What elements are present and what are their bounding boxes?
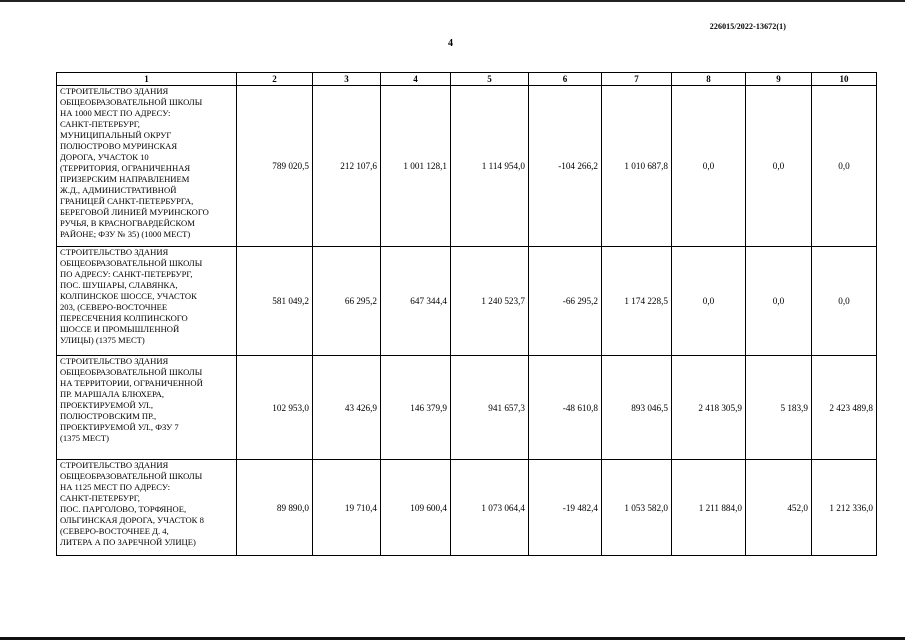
value-cell-col2: 102 953,0	[237, 356, 313, 460]
value-cell-col4: 146 379,9	[381, 356, 451, 460]
page-number: 4	[448, 38, 453, 49]
value-cell-col6: -66 295,2	[529, 247, 602, 356]
value-cell-col7: 893 046,5	[602, 356, 672, 460]
value-cell-col7: 1 010 687,8	[602, 86, 672, 247]
value-cell-col6: -104 266,2	[529, 86, 602, 247]
value-cell-col10: 0,0	[812, 86, 877, 247]
column-header-9: 9	[746, 73, 812, 86]
value-cell-col2: 581 049,2	[237, 247, 313, 356]
value-cell-col3: 212 107,6	[313, 86, 381, 247]
value-cell-col2: 89 890,0	[237, 460, 313, 556]
column-header-8: 8	[672, 73, 746, 86]
project-name-cell: СТРОИТЕЛЬСТВО ЗДАНИЯ ОБЩЕОБРАЗОВАТЕЛЬНОЙ ШКОЛЫ НА 1125 МЕСТ ПО АДРЕСУ: САНКТ-ПЕТЕРБУРГ, ПОС. ПАРГОЛОВО, ТОРФЯНОЕ, ОЛЬГИНСКАЯ ДОРОГА, УЧАСТОК 8 (СЕВЕРО-ВОСТОЧНЕЕ Д. 4, ЛИТЕРА А ПО ЗАРЕЧНОЙ УЛИЦЕ)	[57, 460, 237, 556]
value-cell-col7: 1 174 228,5	[602, 247, 672, 356]
value-cell-col10: 1 212 336,0	[812, 460, 877, 556]
header-row	[57, 73, 877, 86]
value-cell-col8: 0,0	[672, 247, 746, 356]
top-border-line	[0, 0, 905, 2]
project-name-cell: СТРОИТЕЛЬСТВО ЗДАНИЯ ОБЩЕОБРАЗОВАТЕЛЬНОЙ ШКОЛЫ НА ТЕРРИТОРИИ, ОГРАНИЧЕННОЙ ПР. МАРШАЛА БЛЮХЕРА, ПРОЕКТИРУЕМОЙ УЛ., ПОЛЮСТРОВСКИМ ПР., ПРОЕКТИРУЕМОЙ УЛ., ФЗУ 7 (1375 МЕСТ)	[57, 356, 237, 460]
value-cell-col2: 789 020,5	[237, 86, 313, 247]
table-row	[57, 86, 877, 247]
value-cell-col3: 66 295,2	[313, 247, 381, 356]
value-cell-col8: 1 211 884,0	[672, 460, 746, 556]
value-cell-col9: 452,0	[746, 460, 812, 556]
budget-table	[56, 72, 877, 556]
column-header-5: 5	[451, 73, 529, 86]
value-cell-col8: 2 418 305,9	[672, 356, 746, 460]
value-cell-col7: 1 053 582,0	[602, 460, 672, 556]
value-cell-col4: 109 600,4	[381, 460, 451, 556]
value-cell-col8: 0,0	[672, 86, 746, 247]
value-cell-col4: 647 344,4	[381, 247, 451, 356]
value-cell-col10: 2 423 489,8	[812, 356, 877, 460]
value-cell-col5: 1 073 064,4	[451, 460, 529, 556]
project-name-cell: СТРОИТЕЛЬСТВО ЗДАНИЯ ОБЩЕОБРАЗОВАТЕЛЬНОЙ ШКОЛЫ ПО АДРЕСУ: САНКТ-ПЕТЕРБУРГ, ПОС. ШУШАРЫ, СЛАВЯНКА, КОЛПИНСКОЕ ШОССЕ, УЧАСТОК 203, (СЕВЕРО-ВОСТОЧНЕЕ ПЕРЕСЕЧЕНИЯ КОЛПИНСКОГО ШОССЕ И ПРОМЫШЛЕННОЙ УЛИЦЫ) (1375 МЕСТ)	[57, 247, 237, 356]
column-header-3: 3	[313, 73, 381, 86]
value-cell-col5: 941 657,3	[451, 356, 529, 460]
value-cell-col6: -48 610,8	[529, 356, 602, 460]
project-name-cell: СТРОИТЕЛЬСТВО ЗДАНИЯ ОБЩЕОБРАЗОВАТЕЛЬНОЙ ШКОЛЫ НА 1000 МЕСТ ПО АДРЕСУ: САНКТ-ПЕТЕРБУРГ, МУНИЦИПАЛЬНЫЙ ОКРУГ ПОЛЮСТРОВО МУРИНСКАЯ ДОРОГА, УЧАСТОК 10 (ТЕРРИТОРИЯ, ОГРАНИЧЕННАЯ ПРИЗЕРСКИМ НАПРАВЛЕНИЕМ Ж.Д., АДМИНИСТРАТИВНОЙ ГРАНИЦЕЙ САНКТ-ПЕТЕРБУРГА, БЕРЕГОВОЙ ЛИНИЕЙ МУРИНСКОГО РУЧЬЯ, В КРАСНОГВАРДЕЙСКОМ РАЙОНЕ; ФЗУ № 35) (1000 МЕСТ)	[57, 86, 237, 247]
value-cell-col4: 1 001 128,1	[381, 86, 451, 247]
value-cell-col3: 19 710,4	[313, 460, 381, 556]
column-header-10: 10	[812, 73, 877, 86]
column-header-7: 7	[602, 73, 672, 86]
column-header-6: 6	[529, 73, 602, 86]
value-cell-col6: -19 482,4	[529, 460, 602, 556]
table-row	[57, 247, 877, 356]
value-cell-col5: 1 114 954,0	[451, 86, 529, 247]
value-cell-col3: 43 426,9	[313, 356, 381, 460]
column-header-4: 4	[381, 73, 451, 86]
table-row	[57, 460, 877, 556]
document-number: 226015/2022-13672(1)	[709, 22, 786, 31]
table-row	[57, 356, 877, 460]
value-cell-col9: 0,0	[746, 247, 812, 356]
value-cell-col9: 5 183,9	[746, 356, 812, 460]
column-header-2: 2	[237, 73, 313, 86]
column-header-1: 1	[57, 73, 237, 86]
value-cell-col9: 0,0	[746, 86, 812, 247]
value-cell-col5: 1 240 523,7	[451, 247, 529, 356]
value-cell-col10: 0,0	[812, 247, 877, 356]
